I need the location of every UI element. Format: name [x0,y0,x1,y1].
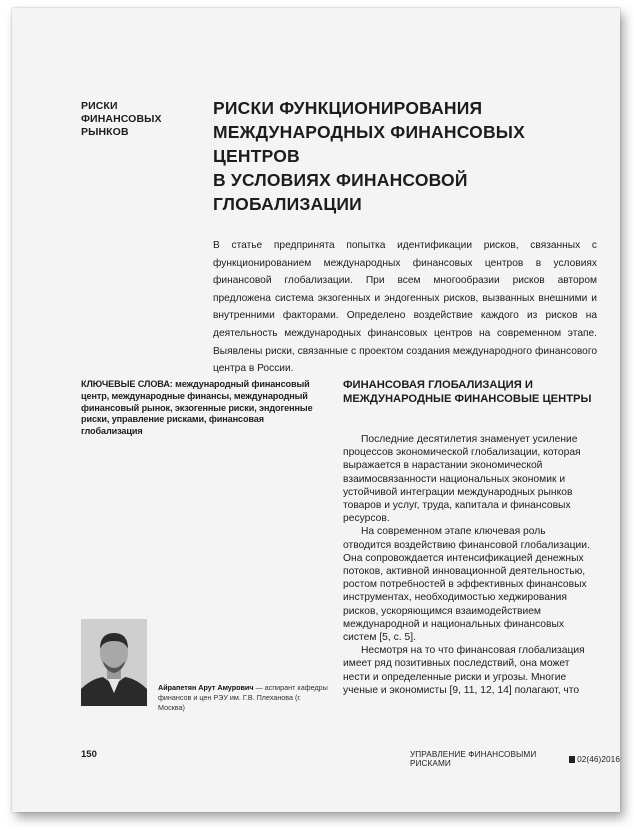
section-label: РИСКИ ФИНАНСОВЫХ РЫНКОВ [81,100,162,138]
title-line: РИСКИ ФУНКЦИОНИРОВАНИЯ [213,98,483,118]
title-line: В УСЛОВИЯХ ФИНАНСОВОЙ ГЛОБАЛИЗАЦИИ [213,170,468,214]
title-line: МЕЖДУНАРОДНЫХ ФИНАНСОВЫХ ЦЕНТРОВ [213,122,525,166]
body-paragraph: Последние десятилетия знаменует усиление процессов экономической глобализации, которая выражается в нарастании экономической взаимосвязанности национальных экономик и устойчивой интеграции международных рынков товаров и услуг, труда, капитала и финансовых ресурсов. [343,434,581,525]
journal-issue: 02(46)2016 [577,754,620,764]
body-paragraph: На современном этапе ключевая роль отводится воздействию финансовой глобализации. Она сопровождается интенсификацией денежных потоков, активной инновационной деятельностью, ростом потребностей в эффективных финансовых инструментах, необходимостью хеджирования рисков, ускоряющимся взаимодействием международной и национальных финансовых систем [5, с. 5]. [343,526,590,644]
journal-name: УПРАВЛЕНИЕ ФИНАНСОВЫМИ РИСКАМИ [410,750,537,768]
journal-page [12,8,620,812]
author-name: Айрапетян Арут Амурович [158,683,254,692]
author-description: — аспирант кафедры финансов и цен РЭУ им. Г.В. Плеханова (г. Москва) [158,683,328,712]
page-number: 150 [81,749,97,760]
abstract: В статье предпринята попытка идентификации рисков, связанных с функционированием международных финансовых центров в условиях финансовой глобализации. При всем многообразии рисков автором предложена система экзогенных и эндогенных рисков, вызванных внешними и внутренними факторами. Определено воздействие каждого из рисков на деятельность международных финансовых центров на современном этапе. Выявлены риски, связанные с проектом создания международного финансового центра в России. [213,240,597,375]
square-separator-icon [569,756,575,763]
body-paragraph: Несмотря на то что финансовая глобализация имеет ряд позитивных последствий, она может нести и определенные риски и угрозы. Многие ученые и экономисты [9, 11, 12, 14] полагают, что [343,645,585,696]
article-body [343,433,592,697]
section-heading: ФИНАНСОВАЯ ГЛОБАЛИЗАЦИЯ И МЕЖДУНАРОДНЫЕ ФИНАНСОВЫЕ ЦЕНТРЫ [343,379,592,405]
keywords: КЛЮЧЕВЫЕ СЛОВА: международный финансовый центр, международные финансы, международный финансовый рынок, экзогенные риски, эндогенные риски, управление рисками, финансовая глобализация [81,379,313,437]
author-photo [81,619,147,706]
article-title [213,96,603,216]
journal-footer [410,750,620,768]
author-info [158,683,328,713]
author-portrait-icon [81,619,147,706]
